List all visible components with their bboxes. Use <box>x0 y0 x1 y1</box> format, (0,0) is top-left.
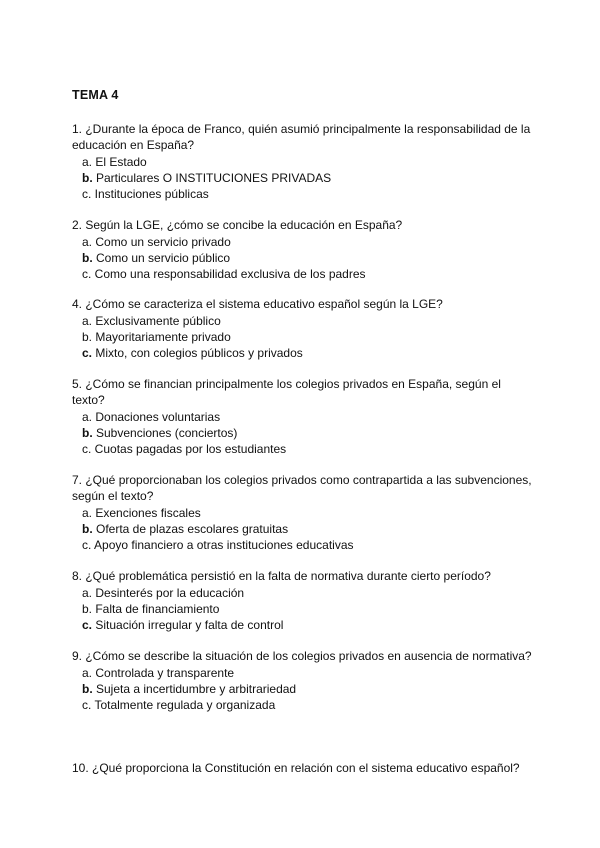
answer-option <box>82 697 534 713</box>
answer-option <box>82 186 534 202</box>
question-text: 1. ¿Durante la época de Franco, quién asumió principalmente la responsabilidad de la educación en España? <box>72 122 531 152</box>
question-text: 10. ¿Qué proporciona la Constitución en relación con el sistema educativo español? <box>72 761 520 775</box>
option-letter: b. <box>82 251 93 265</box>
option-letter: c. <box>82 698 92 712</box>
question-block <box>72 648 534 713</box>
answer-option <box>82 154 534 170</box>
answer-option <box>82 665 534 681</box>
question-block <box>72 217 534 282</box>
option-text: Particulares O INSTITUCIONES PRIVADAS <box>92 171 332 185</box>
answer-option <box>82 345 534 361</box>
option-letter: b. <box>82 426 93 440</box>
answer-option <box>82 505 534 521</box>
option-text: Como un servicio público <box>92 251 231 265</box>
answer-option <box>82 170 534 186</box>
option-text: Falta de financiamiento <box>92 602 220 616</box>
option-text: Controlada y transparente <box>92 666 235 680</box>
option-letter: c. <box>82 538 92 552</box>
answer-option <box>82 681 534 697</box>
option-list <box>82 505 534 553</box>
option-text: Instituciones públicas <box>91 187 209 201</box>
option-letter: a. <box>82 586 93 600</box>
answer-option <box>82 266 534 282</box>
question-text: 9. ¿Cómo se describe la situación de los colegios privados en ausencia de normativa? <box>72 649 532 663</box>
question-text: 4. ¿Cómo se caracteriza el sistema educativo español según la LGE? <box>72 297 443 311</box>
answer-option <box>82 521 534 537</box>
answer-option <box>82 585 534 601</box>
option-text: Oferta de plazas escolares gratuitas <box>92 522 289 536</box>
answer-option <box>82 409 534 425</box>
answer-option <box>82 234 534 250</box>
option-text: Mayoritariamente privado <box>92 330 231 344</box>
option-text: Desinterés por la educación <box>92 586 245 600</box>
option-text: Exenciones fiscales <box>92 506 201 520</box>
option-list <box>82 665 534 713</box>
option-list <box>82 234 534 282</box>
option-letter: a. <box>82 410 93 424</box>
option-list <box>82 154 534 202</box>
option-text: Totalmente regulada y organizada <box>91 698 276 712</box>
option-text: El Estado <box>92 155 147 169</box>
answer-option <box>82 537 534 553</box>
question-text: 5. ¿Cómo se financian principalmente los colegios privados en España, según el texto? <box>72 377 501 407</box>
option-letter: b. <box>82 522 93 536</box>
option-text: Donaciones voluntarias <box>92 410 221 424</box>
option-letter: c. <box>82 187 92 201</box>
answer-option <box>82 250 534 266</box>
option-letter: b. <box>82 602 93 616</box>
option-letter: c. <box>82 618 93 632</box>
document-title: TEMA 4 <box>72 88 119 102</box>
option-list <box>82 409 534 457</box>
answer-option <box>82 601 534 617</box>
question-text: 2. Según la LGE, ¿cómo se concibe la educación en España? <box>72 218 403 232</box>
option-text: Como un servicio privado <box>92 235 231 249</box>
option-letter: a. <box>82 155 93 169</box>
option-text: Situación irregular y falta de control <box>92 618 284 632</box>
option-letter: a. <box>82 666 93 680</box>
question-text: 8. ¿Qué problemática persistió en la falta de normativa durante cierto período? <box>72 569 491 583</box>
answer-option <box>82 441 534 457</box>
question-block <box>72 296 534 361</box>
option-letter: a. <box>82 506 93 520</box>
option-list <box>82 585 534 633</box>
option-list <box>82 313 534 361</box>
option-text: Sujeta a incertidumbre y arbitrariedad <box>92 682 297 696</box>
option-letter: b. <box>82 171 93 185</box>
option-letter: a. <box>82 314 93 328</box>
answer-option <box>82 313 534 329</box>
option-letter: b. <box>82 682 93 696</box>
option-letter: c. <box>82 442 92 456</box>
question-block <box>72 760 534 776</box>
option-text: Subvenciones (conciertos) <box>92 426 238 440</box>
option-letter: b. <box>82 330 93 344</box>
question-text: 7. ¿Qué proporcionaban los colegios privados como contrapartida a las subvenciones, según el texto? <box>72 473 532 503</box>
question-block <box>72 121 534 202</box>
option-letter: c. <box>82 346 93 360</box>
answer-option <box>82 617 534 633</box>
question-block <box>72 376 534 457</box>
option-text: Cuotas pagadas por los estudiantes <box>91 442 287 456</box>
option-text: Mixto, con colegios públicos y privados <box>92 346 303 360</box>
option-text: Exclusivamente público <box>92 314 221 328</box>
option-letter: a. <box>82 235 93 249</box>
option-text: Apoyo financiero a otras instituciones educativas <box>91 538 354 552</box>
option-text: Como una responsabilidad exclusiva de los padres <box>91 267 366 281</box>
option-letter: c. <box>82 267 92 281</box>
answer-option <box>82 329 534 345</box>
answer-option <box>82 425 534 441</box>
question-block <box>72 568 534 633</box>
question-block <box>72 472 534 553</box>
